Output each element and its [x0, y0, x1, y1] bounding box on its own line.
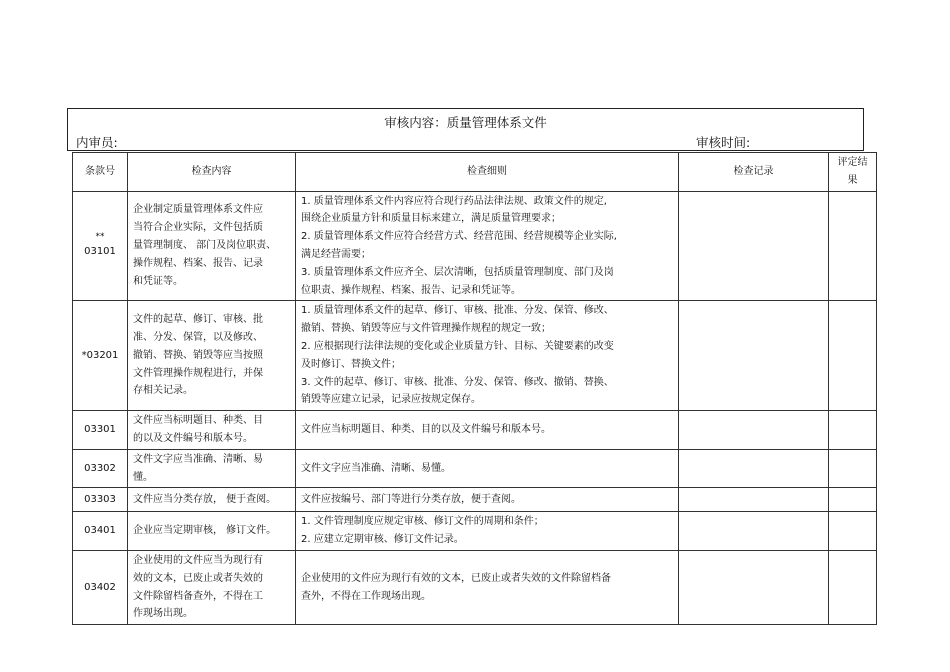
table-row [73, 550, 877, 624]
check-content-line: 文件除留档备查外，不得在工 [133, 590, 263, 602]
col-header-code: 条款号 [73, 153, 128, 192]
check-content [128, 512, 296, 551]
check-content-line: 文件的起草、修订、审核、批 [133, 314, 263, 326]
check-content-line: 准、分发、保管，以及修改、 [133, 332, 263, 344]
audit-table [72, 152, 877, 625]
check-content [128, 411, 296, 450]
check-content-line: 作现场出现。 [133, 608, 193, 620]
clause-code-value: 03301 [84, 424, 116, 436]
check-detail-line: 2. 应根据现行法律法规的变化或企业质量方针、目标、关键要素的改变 [301, 340, 614, 352]
check-detail-line: 1. 质量管理体系文件内容应符合现行药品法律法规、政策文件的规定, [301, 195, 607, 207]
col-header-result [829, 153, 877, 192]
check-detail [296, 550, 679, 624]
table-row [73, 512, 877, 551]
check-detail-line: 1. 文件管理制度应规定审核、修订文件的周期和条件； [301, 516, 544, 528]
check-content-line: 文件管理操作规程进行，并保 [133, 367, 263, 379]
check-record-cell[interactable] [679, 411, 829, 450]
check-content-line: 的以及文件编号和版本号。 [133, 432, 253, 444]
auditor-label: 内审员: [76, 135, 118, 150]
col-header-detail: 检查细则 [296, 153, 679, 192]
clause-code [73, 411, 128, 450]
check-content-line: 文件应当标明题目、种类、目 [133, 415, 263, 427]
check-content [128, 449, 296, 488]
check-detail-line: 围绕企业质量方针和质量目标来建立，满足质量管理要求； [301, 213, 561, 225]
check-detail [296, 411, 679, 450]
table-row [73, 301, 877, 411]
clause-code-value: *03201 [81, 349, 119, 361]
check-record-cell[interactable] [679, 550, 829, 624]
col-header-content: 检查内容 [128, 153, 296, 192]
check-detail-line: 及时修订、替换文件； [301, 358, 401, 370]
check-detail-line: 满足经营需要； [301, 248, 371, 260]
check-detail-line: 文件应按编号、部门等进行分类存放，便于查阅。 [301, 493, 521, 505]
check-detail-line: 2. 质量管理体系文件应符合经营方式、经营范围、经营规模等企业实际, [301, 231, 617, 243]
col-header-result-line2: 果 [847, 174, 858, 186]
evaluation-result-cell[interactable] [829, 488, 877, 512]
check-content-line: 操作规程、档案、报告、记录 [133, 257, 263, 269]
col-header-record: 检查记录 [679, 153, 829, 192]
check-content-line: 量管理制度、 部门及岗位职责、 [133, 240, 277, 252]
evaluation-result-cell[interactable] [829, 191, 877, 301]
clause-code [73, 512, 128, 551]
table-row [73, 488, 877, 512]
check-detail [296, 488, 679, 512]
check-detail [296, 191, 679, 301]
table-row [73, 411, 877, 450]
evaluation-result-cell[interactable] [829, 301, 877, 411]
clause-code [73, 550, 128, 624]
check-detail-line: 位职责、操作规程、档案、报告、记录和凭证等。 [301, 284, 521, 296]
table-row [73, 191, 877, 301]
check-content-line: 存相关记录。 [133, 385, 193, 397]
check-detail-line: 1. 质量管理体系文件的起草、修订、审核、批准、分发、保管、修改、 [301, 305, 614, 317]
check-detail-line: 撤销、替换、销毁等应与文件管理操作规程的规定一致； [301, 323, 551, 335]
check-content [128, 301, 296, 411]
clause-code [73, 449, 128, 488]
check-content [128, 488, 296, 512]
table-header-row [73, 153, 877, 192]
col-header-result-line1: 评定结 [837, 157, 868, 168]
check-content-line: 效的文本，已废止或者失效的 [133, 572, 263, 584]
check-detail [296, 449, 679, 488]
check-detail-line: 文件应当标明题目、种类、目的以及文件编号和版本号。 [301, 424, 551, 436]
clause-code [73, 488, 128, 512]
check-record-cell[interactable] [679, 512, 829, 551]
audit-title: 审核内容：质量管理体系文件 [384, 115, 547, 130]
check-content-line: 当符合企业实际，文件包括质 [133, 222, 263, 234]
check-record-cell[interactable] [679, 191, 829, 301]
clause-code [73, 301, 128, 411]
clause-code [73, 191, 128, 301]
check-content-line: 企业制定质量管理体系文件应 [133, 204, 263, 216]
evaluation-result-cell[interactable] [829, 449, 877, 488]
check-record-cell[interactable] [679, 488, 829, 512]
check-detail-line: 企业使用的文件应为现行有效的文本，已废止或者失效的文件除留档备 [301, 572, 611, 584]
check-content [128, 550, 296, 624]
table-row [73, 449, 877, 488]
check-detail-line: 2. 应建立定期审核、修订文件记录。 [301, 534, 464, 546]
evaluation-result-cell[interactable] [829, 411, 877, 450]
check-detail-line: 文件文字应当准确、清晰、易懂。 [301, 462, 451, 474]
check-detail-line: 查外，不得在工作现场出现。 [301, 590, 431, 602]
check-content-line: 文件应当分类存放， 便于查阅。 [133, 493, 277, 505]
check-content [128, 191, 296, 301]
check-detail-line: 3. 质量管理体系文件应齐全、层次清晰，包括质量管理制度、部门及岗 [301, 266, 614, 278]
check-content-line: 懂。 [133, 471, 153, 483]
check-detail [296, 512, 679, 551]
check-content-line: 文件文字应当准确、清晰、易 [133, 453, 263, 465]
check-detail [296, 301, 679, 411]
audit-header [67, 108, 864, 151]
evaluation-result-cell[interactable] [829, 512, 877, 551]
check-content-line: 企业使用的文件应当为现行有 [133, 554, 263, 566]
clause-code-value: 03402 [84, 581, 116, 593]
clause-code-value: 03101 [84, 246, 116, 258]
check-detail-line: 销毁等应建立记录，记录应按规定保存。 [301, 394, 481, 406]
check-content-line: 撤销、替换、销毁等应当按照 [133, 349, 263, 361]
clause-code-value: 03401 [84, 525, 116, 537]
clause-code-value: 03302 [84, 462, 116, 474]
check-record-cell[interactable] [679, 301, 829, 411]
check-detail-line: 3. 文件的起草、修订、审核、批准、分发、保管、修改、撤销、替换、 [301, 376, 614, 388]
audit-time-label: 审核时间: [696, 135, 751, 150]
clause-code-prefix: ** [95, 232, 105, 243]
evaluation-result-cell[interactable] [829, 550, 877, 624]
check-record-cell[interactable] [679, 449, 829, 488]
check-content-line: 企业应当定期审核， 修订文件。 [133, 525, 277, 537]
clause-code-value: 03303 [84, 493, 116, 505]
check-content-line: 和凭证等。 [133, 275, 183, 287]
